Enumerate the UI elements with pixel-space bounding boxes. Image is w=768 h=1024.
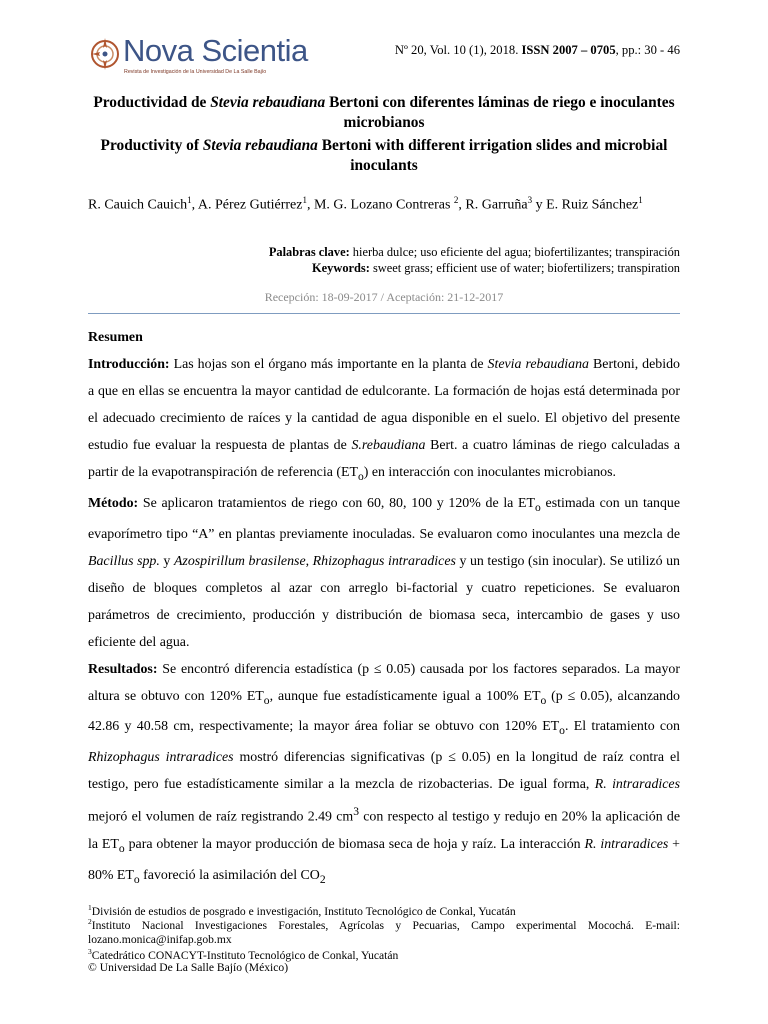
footnote-2	[88, 915, 680, 947]
section-label: Introducción:	[88, 357, 170, 372]
text-run: (p ≤ 0.05), alcanzando 42.86 y 40.58 cm, respectivamente; la mayor área foliar se obtuvo con 120% ET	[88, 688, 680, 735]
author-name: , A. Pérez Gutiérrez	[191, 197, 303, 213]
abstract-results	[88, 656, 680, 893]
affiliation-mark: 1	[187, 195, 192, 205]
journal-logo	[88, 34, 328, 78]
abstract-heading: Resumen	[88, 330, 143, 345]
species-name: Bacillus spp.	[88, 553, 160, 569]
title-es-part: Bertoni con diferentes láminas de riego e inoculantes microbianos	[325, 94, 675, 131]
title-en-part: Productivity of	[100, 137, 203, 154]
footnote-text: División de estudios de posgrado e investigación, Instituto Tecnológico de Conkal, Yucatán	[91, 904, 516, 918]
citation-prefix: Nº 20, Vol. 10 (1), 2018.	[394, 43, 522, 57]
text-run: , aunque fue estadísticamente igual a 100% ET	[269, 688, 541, 704]
subscript: o	[535, 500, 541, 514]
footnote-text: Catedrático CONACYT-Instituto Tecnológico de Conkal, Yucatán	[91, 948, 399, 962]
journal-name: Nova Scientia	[123, 33, 308, 68]
keywords-english	[312, 261, 680, 276]
author-name: y E. Ruiz Sánchez	[532, 197, 639, 213]
text-run: con respecto al testigo y redujo en 20% la aplicación de la ET	[88, 809, 681, 852]
citation-line	[395, 43, 680, 58]
title-english	[88, 136, 680, 176]
text-run: y	[159, 553, 174, 569]
keywords-es-label: Palabras clave:	[268, 245, 350, 259]
text-run: estimada con un tanque evaporímetro tipo “A” en plantas previamente inoculadas. Se evaluaron como inoculantes una mezcla de	[88, 495, 681, 542]
section-label: Método:	[88, 495, 139, 511]
abstract-introduction	[88, 351, 680, 490]
subscript: 2	[319, 872, 326, 886]
text-run: Bertoni, debido a que en ellas se encuentra la mayor cantidad de edulcorante. La formación de hojas está determinada por el adecuado crecimiento de raíces y la cantidad de agua disponible en el suelo. El objetivo del presente estudio fue evaluar la respuesta de plantas de	[88, 357, 680, 453]
abstract	[88, 324, 680, 892]
footnote-mark: 3	[88, 947, 92, 956]
keywords-spanish	[269, 245, 680, 260]
keywords-es-text: hierba dulce; uso eficiente del agua; biofertilizantes; transpiración	[349, 245, 680, 259]
text-run: para obtener la mayor producción de biomasa seca de hoja y raíz. La interacción	[124, 836, 585, 852]
species-name: S.rebaudiana	[351, 438, 426, 453]
text-run: Las hojas son el órgano más importante en la planta de	[169, 357, 488, 372]
species-name: Rhizophagus intraradices	[312, 553, 456, 569]
affiliation-mark: 1	[638, 195, 643, 205]
text-run: Se aplicaron tratamientos de riego con 60, 80, 100 y 120% de la ET	[138, 495, 536, 511]
journal-logo-mark-icon	[88, 34, 122, 74]
issn: ISSN 2007 – 0705	[521, 43, 616, 57]
text-run: mejoró el volumen de raíz registrando 2.49 cm	[88, 809, 354, 825]
title-es-part: Productividad de	[93, 94, 211, 111]
text-run: mostró diferencias significativas (p ≤ 0.05) en la longitud de raíz contra el testigo, pero fue estadísticamente similar a la mezcla de rizobacterias. De igual forma,	[88, 750, 680, 793]
citation-pages: , pp.: 30 - 46	[615, 43, 680, 57]
author-name: R. Cauich Cauich	[88, 197, 188, 213]
affiliation-mark: 2	[453, 195, 459, 205]
superscript: 3	[353, 805, 359, 819]
journal-subtitle: Revista de Investigación de la Universidad De La Salle Bajío	[124, 69, 267, 75]
species-name: Stevia rebaudiana	[487, 357, 590, 372]
title-es-species: Stevia rebaudiana	[210, 94, 326, 111]
header-divider	[88, 313, 680, 314]
footnote-text: Instituto Nacional Investigaciones Forestales, Agrícolas y Pecuarias, Campo experimental Mocochá. E-mail: lozano.monica@inifap.gob.mx	[88, 918, 680, 946]
subscript: o	[357, 469, 364, 483]
text-run: + 80% ET	[88, 836, 681, 883]
section-label: Resultados:	[88, 661, 158, 677]
author-name: , R. Garruña	[458, 197, 528, 213]
subscript: o	[540, 693, 547, 707]
title-en-part: Bertoni with different irrigation slides and microbial inoculants	[317, 137, 668, 174]
title-spanish	[88, 93, 680, 133]
affiliation-mark: 3	[527, 195, 533, 205]
keywords-en-label: Keywords:	[312, 261, 370, 275]
affiliation-mark: 1	[302, 195, 307, 205]
footnote-mark: 2	[88, 917, 92, 926]
species-name: Rhizophagus intraradices	[88, 750, 234, 766]
subscript: o	[133, 872, 140, 886]
text-run: Bert. a cuatro láminas de riego calculadas a partir de la evapotranspiración de referencia (ET	[88, 438, 680, 480]
subscript: o	[263, 693, 270, 707]
title-en-species: Stevia rebaudiana	[202, 137, 318, 154]
keywords-en-text: sweet grass; efficient use of water; biofertilizers; transpiration	[369, 261, 680, 275]
text-run: ) en interacción con inoculantes microbianos.	[363, 465, 617, 480]
species-name: R. intraradices	[584, 836, 669, 852]
reception-dates: Recepción: 18-09-2017 / Aceptación: 21-12-2017	[264, 290, 504, 304]
author-list	[88, 190, 680, 216]
species-name: R. intraradices	[594, 777, 680, 793]
journal-header	[88, 28, 680, 88]
text-run: y un testigo (sin inocular). Se utilizó un diseño de bloques completos al azar con arreglo bi-factorial y cuatro repeticiones. Se evaluaron parámetros de crecimiento, producción y distribución de biomasa seca, intercambio de gases y uso eficiente del agua.	[88, 553, 680, 650]
species-name: Azospirillum brasilense	[173, 553, 306, 569]
copyright-note: © Universidad De La Salle Bajío (México)	[88, 961, 289, 974]
text-run: favoreció la asimilación del CO	[139, 867, 320, 883]
subscript: o	[559, 724, 565, 738]
text-run: ,	[305, 553, 313, 569]
footnote-mark: 1	[88, 903, 92, 912]
abstract-method	[88, 490, 680, 656]
subscript: o	[118, 841, 125, 855]
author-name: , M. G. Lozano Contreras	[306, 197, 454, 213]
text-run: . El tratamiento con	[564, 719, 680, 735]
text-run: Se encontró diferencia estadística (p ≤ 0.05) causada por los factores separados. La mayor altura se obtuvo con 120% ET	[88, 661, 680, 704]
